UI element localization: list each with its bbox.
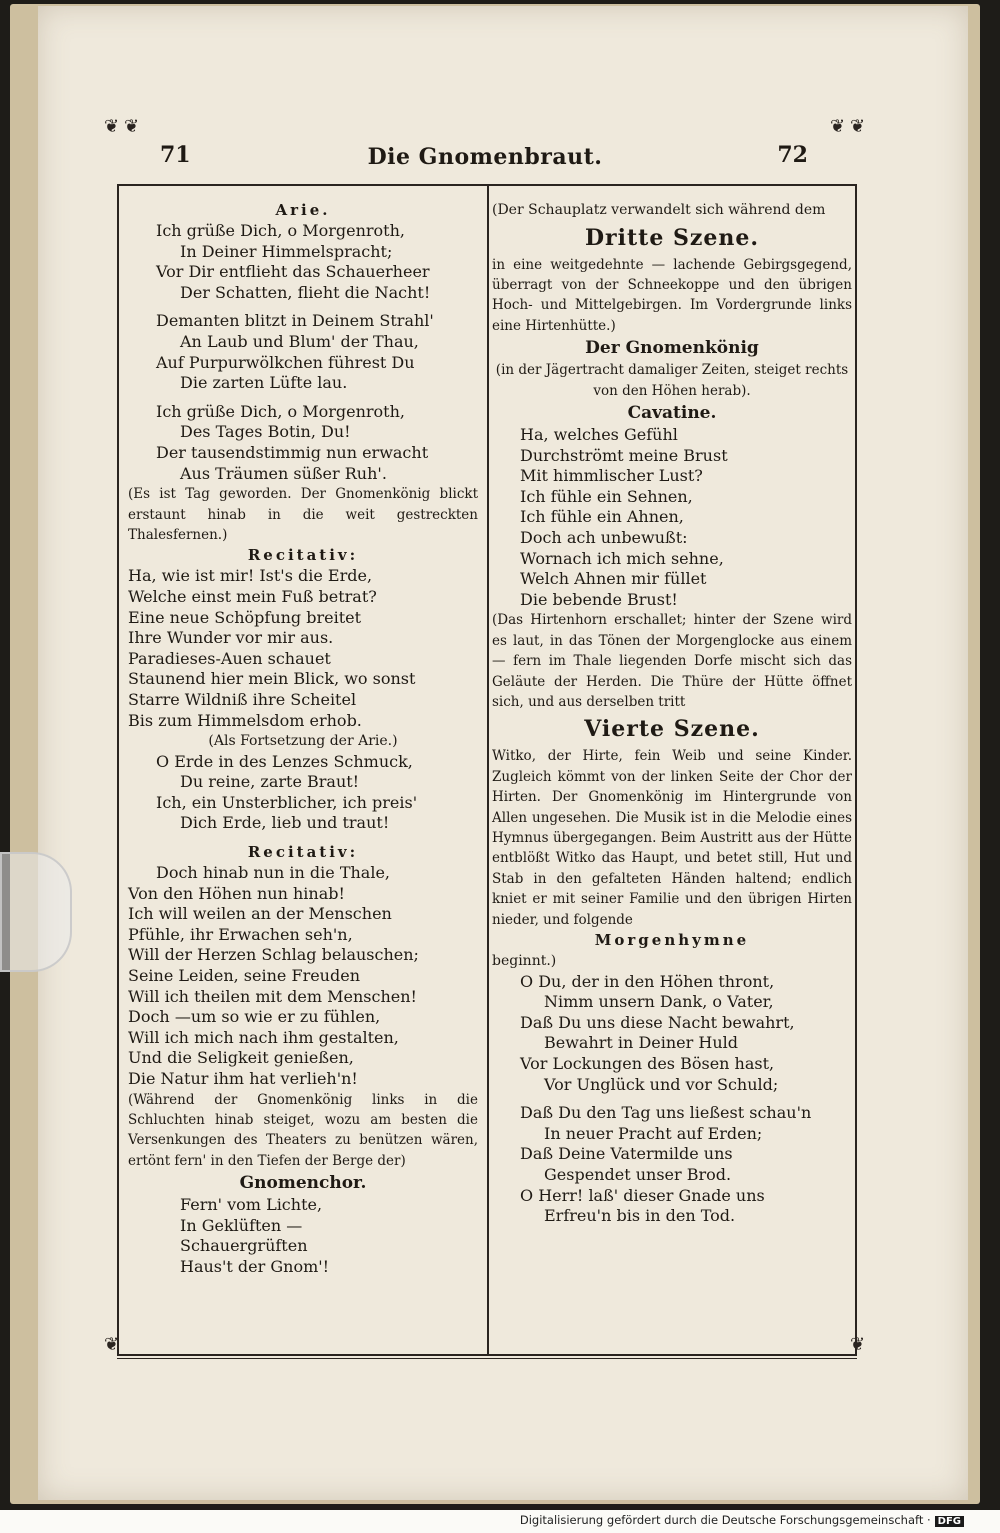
verse-line: Demanten blitzt in Deinem Strahl' [156,311,434,331]
verse-line: Eine neue Schöpfung breitet [128,607,362,627]
verse-line: Nimm unsern Dank, o Vater, [544,992,774,1012]
verse-line: Will der Herzen Schlag belauschen; [128,945,419,965]
verse-line: Wornach ich mich sehne, [520,548,724,568]
verse-line: Welch Ahnen mir füllet [520,569,707,589]
verse-line: Erfreu'n bis in den Tod. [544,1206,736,1226]
stage-direction: (Der Schauplatz verwandelt sich während dem [492,202,826,218]
verse-line: Die Natur ihm hat verlieh'n! [128,1069,358,1088]
role-heading: Cavatine. [627,403,717,424]
stage-direction: (in der Jägertracht damaliger Zeiten, steiget rechts von den Höhen herab). [495,362,849,399]
stage-direction: (Das Hirtenhorn erschallet; hinter der Szene wird es laut, in das Tönen der Morgenglocke aus einem — fern im Thale liegenden Dorfe mischt sich das Geläute der Herden. Die Thüre der Hütte öffnet sich, und aus derselben tritt [492,612,852,710]
section-heading: Arie. [275,201,331,219]
right-column [492,200,852,1227]
stanza-gap [128,834,478,842]
stage-direction: beginnt.) [492,953,557,970]
left-column [128,200,478,1278]
verse-line: Seine Leiden, seine Freuden [128,966,360,986]
verse-line: Staunend hier mein Blick, wo sonst [128,669,416,689]
ornament-top-right: ❦ [850,116,866,137]
ornament-bottom-right: ❦ [850,1334,866,1355]
verse-line: Paradieses-Auen schauet [128,648,331,668]
page-header [100,140,870,180]
verse-line: Ihre Wunder vor mir aus. [128,628,334,648]
role-heading: Der Gnomenkönig [585,338,759,359]
stanza-gap [128,394,478,402]
verse-line: Ich grüße Dich, o Morgenroth, [156,401,405,421]
verse-line: Gespendet unser Brod. [544,1165,732,1184]
stage-direction: (Während der Gnomenkönig links in die Schluchten hinab steiget, wozu am besten die Versenkungen des Theaters zu benützen wären, ertönt fern' in den Tiefen der Berge der) [128,1091,478,1169]
verse-line: Mit himmlischer Lust? [520,466,703,486]
ornament-top-left: ❦ [104,116,120,137]
running-title: Die Gnomenbraut. [367,144,603,170]
page-number-right: 72 [777,142,808,168]
verse-line: Vor Lockungen des Bösen hast, [520,1054,775,1074]
verse-line: Ich will weilen an der Menschen [128,904,392,924]
verse-line: Ich, ein Unsterblicher, ich preis' [156,792,418,812]
verse-line: Des Tages Botin, Du! [180,422,351,442]
verse-line: Durchströmt meine Brust [520,445,728,465]
verse-line: Ich grüße Dich, o Morgenroth, [156,221,405,240]
scene-heading: Dritte Szene. [584,224,760,251]
section-heading: Recitativ: [247,546,359,565]
verse-line: Daß Du uns diese Nacht bewahrt, [520,1012,795,1032]
verse-line: Die zarten Lüfte lau. [180,373,348,393]
verse-line: Will ich mich nach ihm gestalten, [128,1027,399,1047]
stage-direction: (Als Fortsetzung der Arie.) [208,733,398,750]
verse-line: Die bebende Brust! [520,589,678,609]
verse-line: Welche einst mein Fuß betrat? [128,586,377,606]
verse-line: O Du, der in den Höhen thront, [520,971,775,991]
verse-line: O Erde in des Lenzes Schmuck, [156,751,413,771]
verse-line: Doch hinab nun in die Thale, [156,863,391,883]
verse-line: Ich fühle ein Sehnen, [520,486,693,506]
verse-line: Aus Träumen süßer Ruh'. [180,463,387,483]
verse-line: In Deiner Himmelspracht; [180,241,393,261]
stanza-gap [128,303,478,311]
verse-line: Ich fühle ein Ahnen, [520,507,684,527]
verse-line: Doch ach unbewußt: [520,528,688,547]
ornament-top-left-scroll: ❦ [124,116,140,137]
verse-line: Will ich theilen mit dem Menschen! [128,986,417,1006]
verse-line: Pfühle, ihr Erwachen seh'n, [128,924,353,944]
dfg-logo: DFG [935,1516,964,1527]
section-heading: Morgenhymne [594,931,750,950]
verse-line: Der Schatten, flieht die Nacht! [180,282,431,302]
verse-line: Bewahrt in Deiner Huld [544,1033,738,1053]
verse-line: Dich Erde, lieb und traut! [180,813,390,833]
stage-direction: Witko, der Hirte, fein Weib und seine Kinder. Zugleich kömmt von der linken Seite der Chor der Hirten. Der Gnomenkönig im Hintergrunde von Allen ungesehen. Die Musik ist in die Melodie eines Hymnus übergegangen. Beim Austritt aus der Hütte entblößt Witko das Haupt, und betet still, Hut und Stab in den gefalteten Händen haltend; endlich kniet er mit seiner Familie und den übrigen Hirten nieder, und folgende [492,748,852,928]
verse-line: In neuer Pracht auf Erden; [544,1123,763,1143]
verse-line: Der tausendstimmig nun erwacht [156,442,429,462]
verse-line: Auf Purpurwölkchen führest Du [156,352,415,372]
verse-line: Vor Dir entflieht das Schauerheer [156,262,430,282]
verse-line: Schauergrüften [180,1236,308,1256]
verse-line: Vor Unglück und vor Schuld; [544,1074,779,1094]
verse-line: Du reine, zarte Braut! [180,772,360,792]
ornament-bottom-left: ❦ [104,1334,120,1355]
verse-line: Daß Du den Tag uns ließest schau'n [520,1103,812,1123]
stanza-gap [492,1095,852,1103]
verse-line: Haus't der Gnom'! [180,1257,330,1276]
stage-direction: in eine weitgedehnte — lachende Gebirgsgegend, überragt von der Schneekoppe und den übrigen Hoch- und Mittelgebirgen. Im Vordergrunde links eine Hirtenhütte.) [492,256,852,334]
verse-line: Starre Wildniß ihre Scheitel [128,689,357,709]
verse-line: Und die Seligkeit genießen, [128,1048,354,1068]
frame-rule [117,1358,857,1359]
page-clip [0,852,72,972]
column-divider [487,186,489,1354]
verse-line: Ha, welches Gefühl [520,425,678,445]
verse-line: An Laub und Blum' der Thau, [180,331,419,351]
section-heading: Recitativ: [247,843,359,862]
verse-line: In Geklüften — [180,1215,303,1235]
ornament-top-right-scroll: ❦ [830,116,846,137]
verse-line: Daß Deine Vatermilde uns [520,1144,733,1164]
verse-line: O Herr! laß' dieser Gnade uns [520,1185,765,1205]
role-heading: Gnomenchor. [239,1173,367,1194]
verse-line: Von den Höhen nun hinab! [128,883,345,903]
scene-heading: Vierte Szene. [584,716,760,743]
verse-line: Bis zum Himmelsdom erhob. [128,710,362,730]
credit-text: Digitalisierung gefördert durch die Deutsche Forschungsgemeinschaft · [519,1513,931,1527]
digitization-credit [520,1513,964,1527]
verse-line: Fern' vom Lichte, [180,1195,323,1215]
page-number-left: 71 [160,142,191,168]
verse-line: Doch —um so wie er zu fühlen, [128,1007,381,1027]
verse-line: Ha, wie ist mir! Ist's die Erde, [128,566,373,586]
stage-direction: (Es ist Tag geworden. Der Gnomenkönig blickt erstaunt hinab in die weit gestreckten Thalesfernen.) [128,486,478,543]
